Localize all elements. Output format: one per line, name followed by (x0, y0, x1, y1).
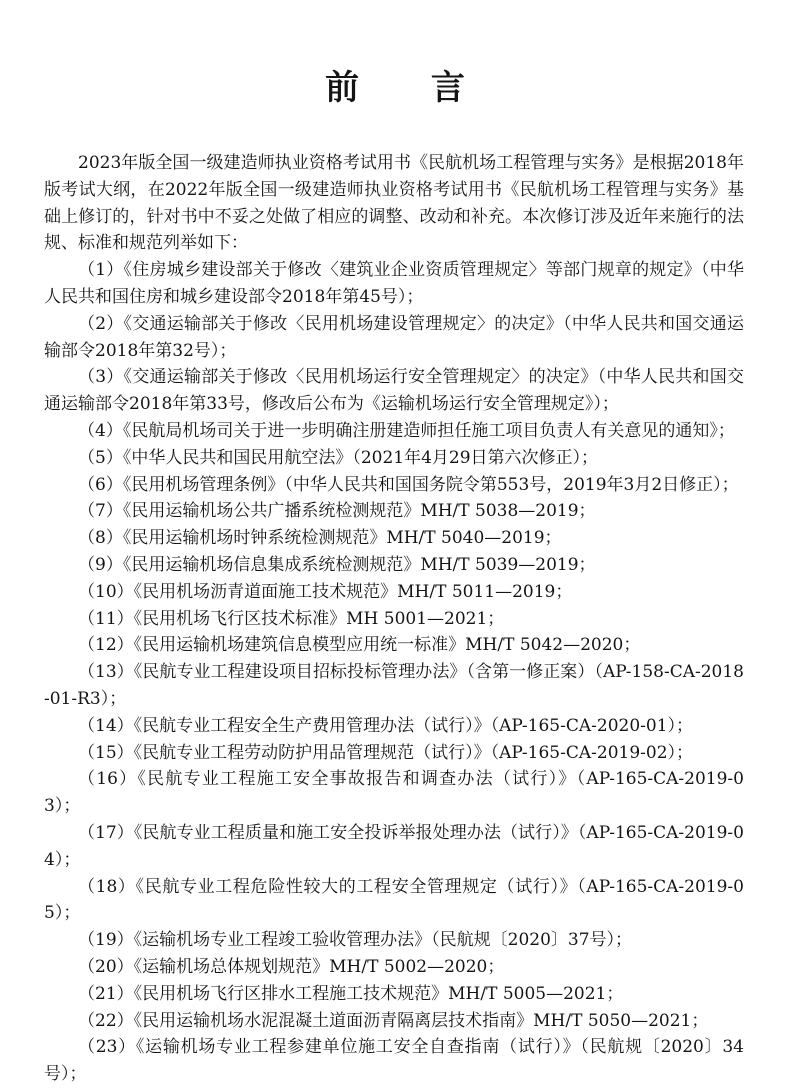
list-item-16: （16）《民航专业工程施工安全事故报告和调查办法（试行）》（AP-165-CA-2019-03）； (44, 769, 744, 817)
list-item-18: （18）《民航专业工程危险性较大的工程安全管理规定（试行）》（AP-165-CA-2019-05）； (44, 876, 744, 924)
list-item-8: （8）《民用运输机场时钟系统检测规范》MH/T 5040—2019； (78, 528, 562, 549)
list-item-1: （1）《住房城乡建设部关于修改〈建筑业企业资质管理规定〉等部门规章的规定》（中华人民共和国住房和城乡建设部令2018年第45号）； (44, 260, 744, 307)
list-item-15: （15）《民航专业工程劳动防护用品管理规范（试行）》（AP-165-CA-2019-02）； (78, 742, 694, 763)
list-item-9: （9）《民用运输机场信息集成系统检测规范》MH/T 5039—2019； (78, 554, 596, 575)
list-item-21: （21）《民用机场飞行区排水工程施工技术规范》MH/T 5005—2021； (78, 983, 624, 1004)
list-item-7: （7）《民用运输机场公共广播系统检测规范》MH/T 5038—2019； (78, 501, 596, 522)
list-item-4: （4）《民航局机场司关于进一步明确注册建造师担任施工项目负责人有关意见的通知》； (78, 420, 735, 441)
list-item-13: （13）《民航专业工程建设项目招标投标管理办法》（含第一修正案）（AP-158-CA-2018-01-R3）； (44, 662, 744, 709)
list-item-20: （20）《运输机场总体规划规范》MH/T 5002—2020； (78, 956, 505, 977)
list-item-12: （12）《民用运输机场建筑信息模型应用统一标准》MH/T 5042—2020； (78, 635, 641, 656)
page-title: 前 言 (325, 68, 495, 108)
list-item-14: （14）《民航专业工程安全生产费用管理办法（试行）》（AP-165-CA-2020-01）； (78, 715, 694, 736)
list-item-19: （19）《运输机场专业工程竣工验收管理办法》（民航规〔2020〕37号）； (78, 930, 633, 951)
list-item-22: （22）《民用运输机场水泥混凝土道面沥青隔离层技术指南》MH/T 5050—2021； (78, 1010, 709, 1031)
list-item-11: （11）《民用机场飞行区技术标准》MH 5001—2021； (78, 608, 505, 629)
list-item-5: （5）《中华人民共和国民用航空法》（2021年4月29日第六次修正）； (78, 447, 599, 468)
list-item-6: （6）《民用机场管理条例》（中华人民共和国国务院令第553号，2019年3月2日修正）； (78, 474, 739, 495)
list-item-17: （17）《民航专业工程质量和施工安全投诉举报处理办法（试行）》（AP-165-CA-2019-04）； (44, 822, 744, 870)
list-item-2: （2）《交通运输部关于修改〈民用机场建设管理规定〉的决定》（中华人民共和国交通运输部令2018年第32号）； (44, 313, 744, 361)
list-item-23: （23）《运输机场专业工程参建单位施工安全自查指南（试行）》（民航规〔2020〕34号）； (44, 1037, 744, 1085)
list-item-10: （10）《民用机场沥青道面施工技术规范》MH/T 5011—2019； (78, 581, 573, 602)
list-item-3: （3）《交通运输部关于修改〈民用机场运行安全管理规定〉的决定》（中华人民共和国交通运输部令2018年第33号，修改后公布为《运输机场运行安全管理规定》）； (44, 367, 744, 415)
intro-paragraph: 2023年版全国一级建造师执业资格考试用书《民航机场工程管理与实务》是根据2018年版考试大纲，在2022年版全国一级建造师执业资格考试用书《民航机场工程管理与实务》基础上修订的，针对书中不妥之处做了相应的调整、改动和补充。本次修订涉及近年来施行的法规、标准和规范列举如下： (44, 153, 744, 254)
preface-body (44, 150, 744, 1088)
